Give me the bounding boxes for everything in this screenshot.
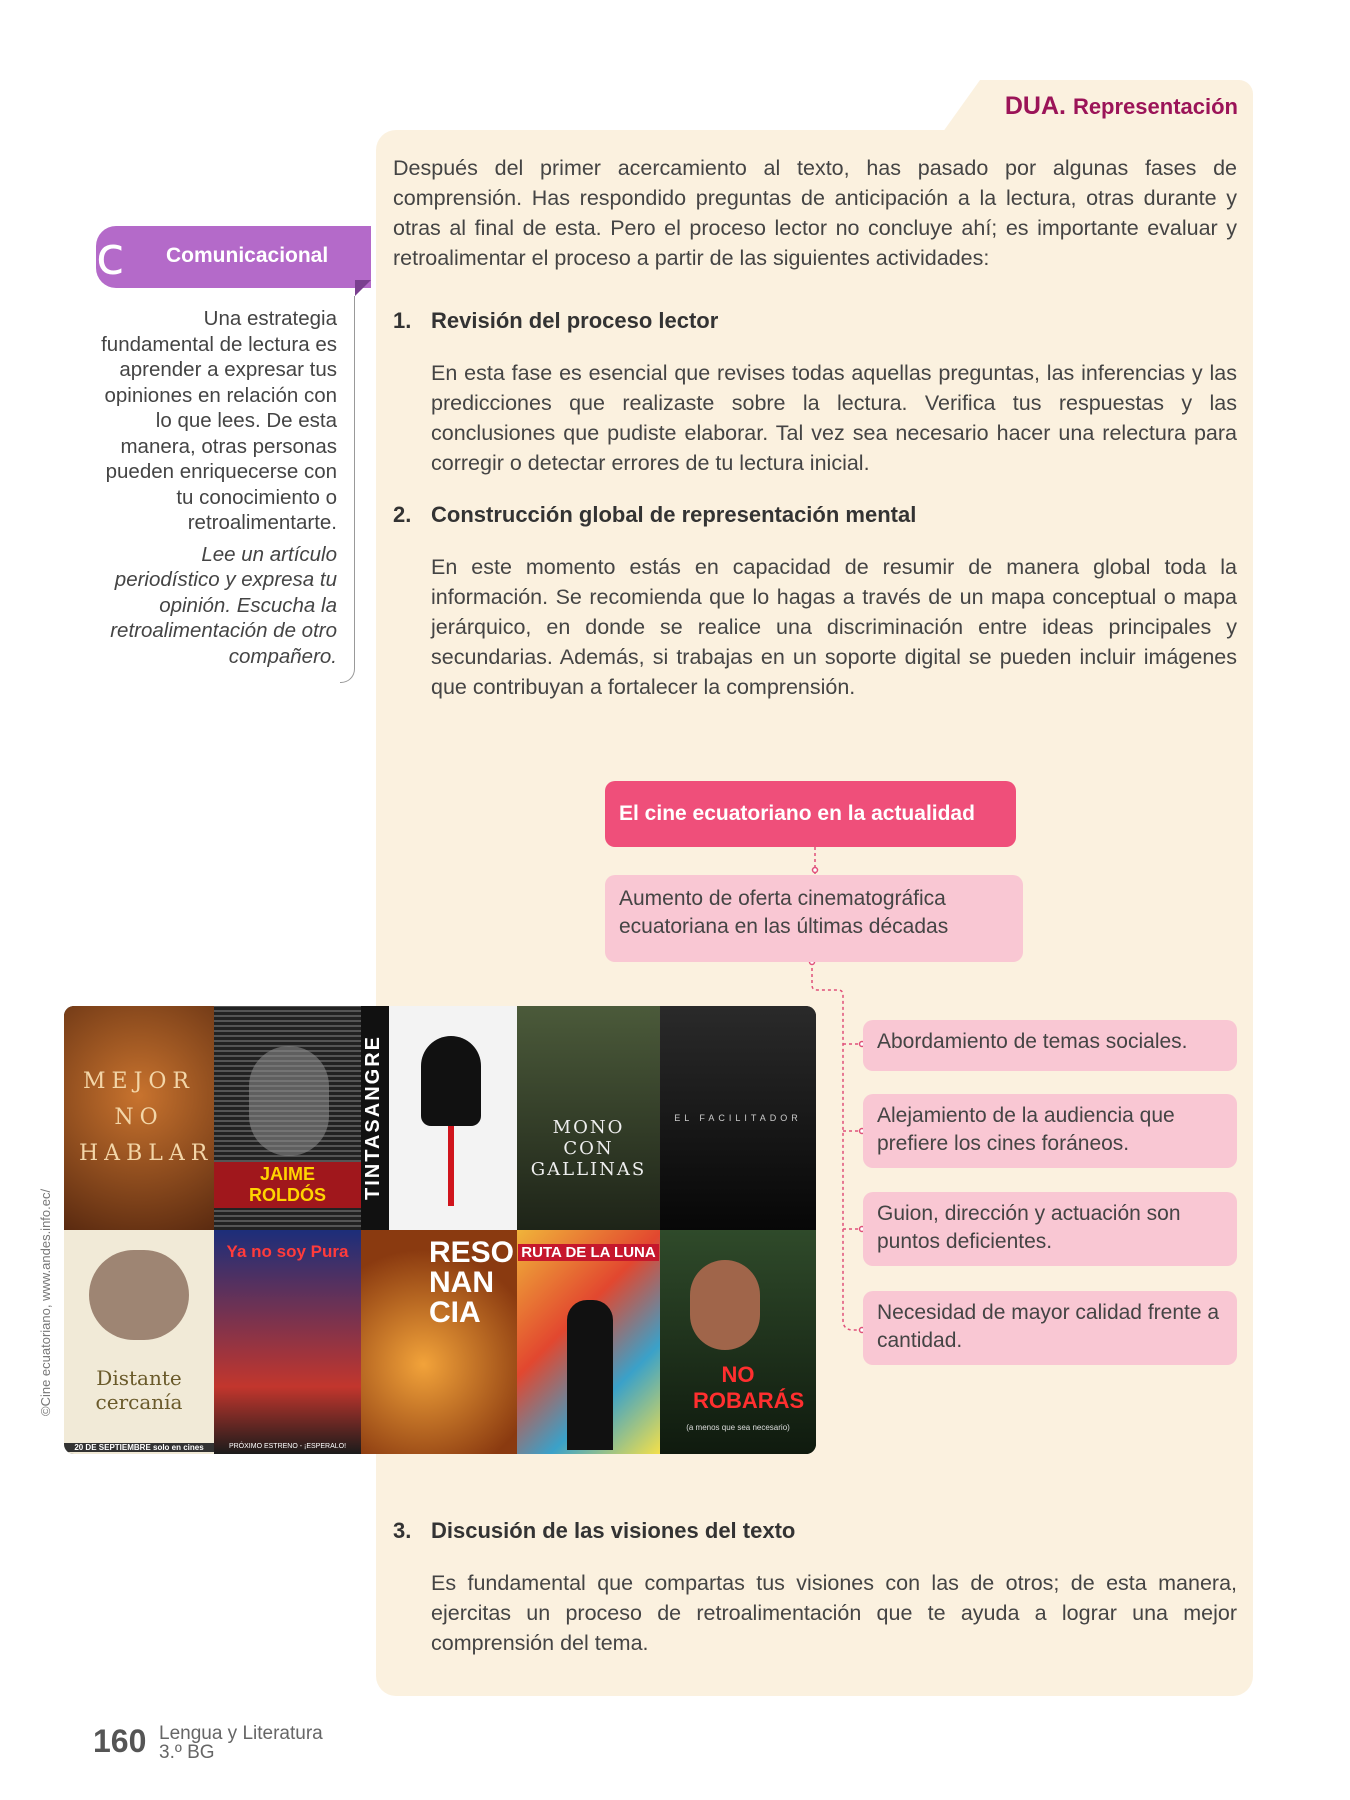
footer-subject [159,1724,323,1762]
poster-2-face [249,1046,329,1156]
poster-7-sub: PRÓXIMO ESTRENO - ¡ESPERALO! [228,1443,347,1450]
poster-5-title: EL FACILITADOR [674,1113,802,1123]
poster-6-date: 20 DE SEPTIEMBRE solo en cines [64,1443,214,1452]
item-2-title: Construcción global de representación mental [431,502,917,527]
concept-map-main-node: El cine ecuatoriano en la actualidad [605,781,1016,847]
poster-3-tie [448,1126,454,1206]
poster-2-title: JAIME ROLDÓS [214,1162,361,1208]
concept-leaf-2: Alejamiento de la audiencia que prefiere los cines foráneos. [863,1094,1237,1168]
item-3-text: Es fundamental que compartas tus visiones con las de otros; de esta manera, ejercitas un proceso de retroalimentación que te ayuda a lograr una mejor comprensión del tema. [431,1571,1237,1655]
subject-name: Lengua y Literatura [159,1723,323,1744]
poster-8-title: RESO NAN CIA [429,1236,515,1329]
poster-el-facilitador [660,1006,816,1230]
poster-3-title: TINTASANGRE [361,1035,384,1200]
intro-paragraph: Después del primer acercamiento al texto, has pasado por algunas fases de comprensión. Has respondido preguntas de anticipación a la lectura, otras durante y otras al final de esta. Pero el proceso lector no concluye ahí; es importante evaluar y retroalimentar el proceso a partir de las siguientes actividades: [393,156,1237,270]
image-credit: ©Cine ecuatoriano, www.andes.info.ec/ [38,1188,53,1416]
poster-9-title: RUTA DE LA LUNA [518,1244,658,1261]
poster-1-title: MEJOR NO HABLAR [79,1069,214,1166]
poster-distante-cercania [64,1230,214,1454]
sidebar-activity: Lee un artículo periodístico y expresa tu opinión. Escucha la retroalimentación de otro compañero. [110,542,337,668]
concept-leaf-3: Guion, dirección y actuación son puntos deficientes. [863,1192,1237,1266]
poster-7-title: Ya no soy Pura [226,1242,349,1261]
item-3-number: 3. [393,1518,412,1543]
poster-mono-con-gallinas [517,1006,660,1230]
item-2-text: En este momento estás en capacidad de resumir de manera global toda la información. Se recomienda que lo hagas a través de un mapa conceptual o mapa jerárquico, en donde se realice una discriminación entre ideas principales y secundarias. Además, si trabajas en un soporte digital se pueden incluir imágenes que contribuyan a fortalecer la comprensión. [431,555,1237,699]
poster-3-figure [421,1036,481,1126]
page-number: 160 [93,1723,147,1759]
dua-sub: Representación [1072,94,1238,119]
comunicacional-label: Comunicacional [166,244,329,267]
item-1-title: Revisión del proceso lector [431,308,719,333]
grade-level: 3.º BG [159,1742,215,1763]
poster-6-caricature [89,1250,189,1340]
item-1-number: 1. [393,308,412,333]
poster-no-robaras [660,1230,816,1454]
poster-ya-no-soy-pura [214,1230,361,1454]
item-3-heading [393,1518,795,1544]
poster-resonancia [361,1230,517,1454]
poster-tintasangre [361,1006,517,1230]
poster-10-face [690,1260,760,1350]
concept-leaf-1: Abordamiento de temas sociales. [863,1020,1237,1071]
poster-10-title: NO ROBARÁS [693,1362,805,1413]
poster-4-title: MONO CON GALLINAS [530,1116,647,1180]
item-1-text: En esta fase es esencial que revises todas aquellas preguntas, las inferencias y las predicciones que realizaste sobre la lectura. Verifica tus respuestas y las conclusiones que pudiste elaborar. Tal vez sea necesario hacer una relectura para corregir o detectar errores de tu lectura inicial. [431,361,1237,475]
poster-10-sub: (a menos que sea necesario) [686,1423,790,1432]
item-3-title: Discusión de las visiones del texto [431,1518,796,1543]
poster-mejor-no-hablar [64,1006,214,1230]
item-2-number: 2. [393,502,412,527]
poster-ruta-de-la-luna [517,1230,660,1454]
movie-poster-collage [64,1006,816,1454]
comunicacional-icon: c [96,227,125,287]
sidebar-body: Una estrategia fundamental de lectura es aprender a expresar tus opiniones en relación con lo que lees. De esta manera, otras personas pueden enriquecerse con tu conocimiento o retroalimentarte. [101,307,337,534]
dua-label: DUA. [1004,92,1066,120]
concept-map-sub-node: Aumento de oferta cinematográfica ecuatoriana en las últimas décadas [605,875,1023,962]
poster-jaime-roldos [214,1006,361,1230]
concept-leaf-4: Necesidad de mayor calidad frente a cantidad. [863,1291,1237,1365]
poster-9-figure [567,1300,613,1450]
poster-6-title: Distante cercanía [95,1366,183,1414]
